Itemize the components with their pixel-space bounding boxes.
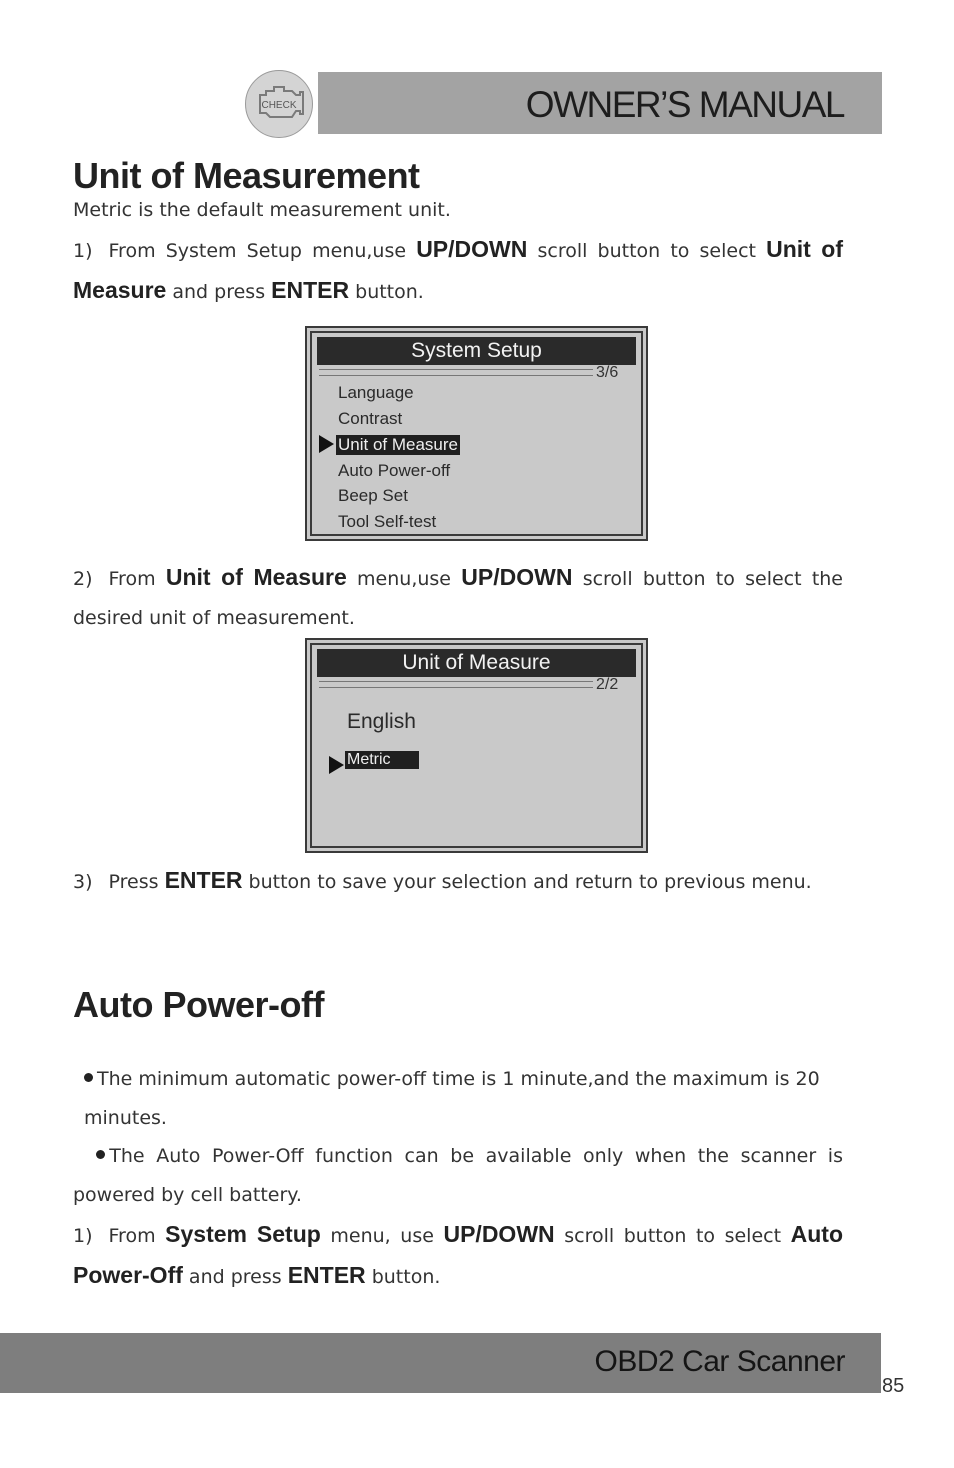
bullet-icon <box>96 1150 105 1159</box>
screen-divider <box>319 369 593 376</box>
step-bold: Unit of Measure <box>165 564 347 590</box>
menu-item-auto-power-off: Auto Power-off <box>338 461 451 480</box>
step-text: From <box>108 1225 166 1247</box>
step-text: menu,use <box>346 568 462 590</box>
step-text: From System Setup menu,use <box>108 240 417 262</box>
footer-title: OBD2 Car Scanner <box>594 1345 845 1378</box>
logo-text: CHECK <box>261 100 297 111</box>
screen-page-indicator: 3/6 <box>596 364 619 381</box>
screen-divider <box>319 681 593 688</box>
screen-system-setup <box>305 326 648 541</box>
screen-unit-of-measure <box>305 638 648 853</box>
step-1-unit <box>73 230 843 312</box>
check-engine-logo <box>245 70 313 138</box>
option-english: English <box>347 710 416 733</box>
menu-item-tool-self-test: Tool Self-test <box>338 512 437 531</box>
bullet-text: The minimum automatic power-off time is 1 minute,and the maximum is 20 minutes. <box>84 1068 820 1129</box>
step-bold: UP/DOWN <box>443 1221 555 1247</box>
screen-title: System Setup <box>317 337 636 365</box>
selection-arrow-icon <box>319 435 334 453</box>
menu-item-contrast: Contrast <box>338 409 403 428</box>
step-bold: UP/DOWN <box>461 564 573 590</box>
step-text: scroll button to select the desired unit of measurement. <box>73 568 843 629</box>
bullet-battery <box>73 1137 843 1215</box>
intro-text: Metric is the default measurement unit. <box>73 199 451 221</box>
manual-title: OWNER’S MANUAL <box>525 84 844 125</box>
step-1-auto-power-off <box>73 1215 843 1297</box>
step-text: From <box>108 568 166 590</box>
menu-item-unit-of-measure: Unit of Measure <box>338 435 458 454</box>
bullet-text: The Auto Power-Off function can be available only when the scanner is powered by cell battery. <box>73 1145 843 1206</box>
bullet-icon <box>84 1073 93 1082</box>
screen-title: Unit of Measure <box>317 649 636 677</box>
menu-item-beep-set: Beep Set <box>338 486 408 505</box>
step-text: button to save your selection and return to previous menu. <box>242 871 812 893</box>
footer-band <box>0 1333 881 1393</box>
section-heading-auto-power-off: Auto Power-off <box>73 984 324 1025</box>
bullet-min-max <box>84 1060 843 1138</box>
step-text: menu, use <box>320 1225 444 1247</box>
menu-item-language: Language <box>338 383 414 402</box>
step-text: Press <box>108 871 165 893</box>
step-bold: Unit of Measure <box>73 236 843 303</box>
step-text: scroll button to select <box>554 1225 791 1247</box>
step-number: 3) <box>73 871 93 893</box>
step-number: 1) <box>73 240 93 262</box>
step-bold: Auto Power-Off <box>73 1221 843 1288</box>
step-text: and press <box>166 281 272 303</box>
option-metric: Metric <box>345 751 419 769</box>
step-3-unit <box>73 861 843 902</box>
step-bold: ENTER <box>271 277 350 303</box>
step-text: and press <box>182 1266 288 1288</box>
selection-arrow-icon <box>329 756 344 774</box>
step-2-unit <box>73 558 843 638</box>
step-text: button. <box>349 281 424 303</box>
step-text: button. <box>365 1266 441 1288</box>
page-number: 85 <box>882 1375 905 1397</box>
step-number: 2) <box>73 568 93 590</box>
step-bold: UP/DOWN <box>416 236 528 262</box>
step-text: scroll button to select <box>527 240 767 262</box>
screen-page-indicator: 2/2 <box>596 676 619 693</box>
step-number: 1) <box>73 1225 93 1247</box>
step-bold: ENTER <box>287 1262 366 1288</box>
header-band <box>318 72 882 134</box>
section-heading-unit: Unit of Measurement <box>73 155 420 196</box>
step-bold: System Setup <box>165 1221 321 1247</box>
step-bold: ENTER <box>164 867 243 893</box>
